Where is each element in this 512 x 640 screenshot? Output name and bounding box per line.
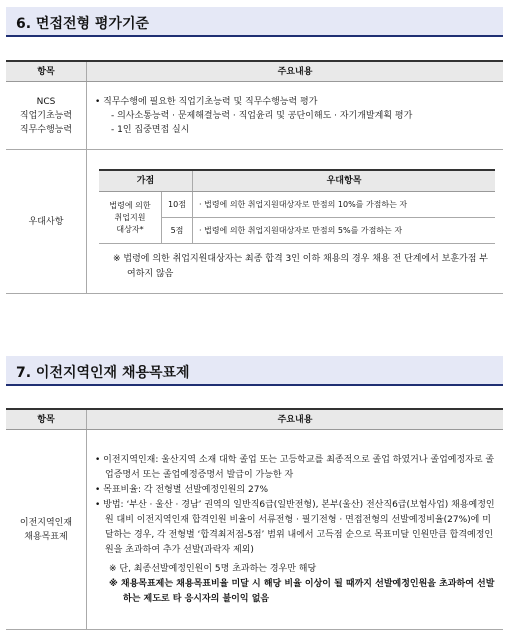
target-bullet-1: • 이전지역인재: 울산지역 소재 대학 졸업 또는 고등학교를 최종적으로 졸업 하였거나 졸업예정자로 졸업증명서 또는 졸업예정증명서 발급이 가능한 자 xyxy=(95,454,495,480)
bonus-points-1: 10점 xyxy=(162,192,193,218)
bonus-note: ※ 법령에 의한 취업지원대상자는 최종 합격 3인 이하 채용의 경우 채용 전 단계에서 보훈가점 부여하지 않음 xyxy=(113,254,488,279)
bonus-table xyxy=(99,169,495,244)
target-bullet-3: • 방법: ‘부산 · 울산 · 경남’ 권역의 일반직6급(일반전형), 본부(울산) 전산직6급(보험사업) 채용예정인원 대비 이전지역인재 합격인원 비율이 서류전형 · 필기전형 · 면접전형의 선발예정비율(27%)에 미달하는 경우, 각 전형별 ‘합격최저점-5점’ 범위 내에서 고득점 순으로 목표미달 인원만큼 합격예정인원을 초과하여 추가 선발(과락자 제외) xyxy=(95,499,495,555)
section-7-table xyxy=(6,408,503,630)
section-6-header xyxy=(6,7,503,37)
bonus-content xyxy=(87,150,504,294)
table-row xyxy=(6,430,503,630)
header-content: 주요내용 xyxy=(87,409,504,430)
bonus-label: 우대사항 xyxy=(6,150,87,294)
section-6-table xyxy=(6,60,503,294)
ncs-bullet: • 직무수행에 필요한 직업기초능력 및 직무수행능력 평가 xyxy=(95,96,318,107)
target-note-2: ※ 채용목표제는 채용목표비율 미달 시 해당 비율 이상이 될 때까지 선발예정인원을 초과하여 선발하는 제도로 타 응시자의 불이익 없음 xyxy=(109,578,495,604)
bonus-items-header: 우대항목 xyxy=(193,170,496,192)
bonus-points-header: 가점 xyxy=(99,170,193,192)
table-row xyxy=(6,82,503,150)
bonus-points-2: 5점 xyxy=(162,218,193,244)
ncs-content xyxy=(87,82,504,150)
target-label: 이전지역인재 채용목표제 xyxy=(6,430,87,630)
section-6-title: 6. 면접전형 평가기준 xyxy=(16,16,149,32)
section-7-header xyxy=(6,356,503,386)
section-7-title: 7. 이전지역인재 채용목표제 xyxy=(16,365,190,381)
bonus-desc-2: · 법령에 의한 취업지원대상자로 만점의 5%를 가점하는 자 xyxy=(193,218,496,244)
target-bullet-2: • 목표비율: 각 전형별 선발예정인원의 27% xyxy=(95,484,269,495)
header-item: 항목 xyxy=(6,61,87,82)
ncs-sub-2: - 1인 집중면접 실시 xyxy=(111,124,190,135)
bonus-desc-1: · 법령에 의한 취업지원대상자로 만점의 10%를 가점하는 자 xyxy=(193,192,496,218)
target-content xyxy=(87,430,504,630)
header-content: 주요내용 xyxy=(87,61,504,82)
target-note-1: ※ 단, 최종선발예정인원이 5명 초과하는 경우만 해당 xyxy=(109,563,317,574)
ncs-sub-1: - 의사소통능력 · 문제해결능력 · 직업윤리 및 공단이해도 · 자기개발계획 평가 xyxy=(111,110,413,121)
header-item: 항목 xyxy=(6,409,87,430)
bonus-category: 법령에 의한 취업지원 대상자* xyxy=(99,192,162,244)
table-row xyxy=(6,150,503,294)
ncs-label: NCS 직업기초능력 직무수행능력 xyxy=(6,82,87,150)
